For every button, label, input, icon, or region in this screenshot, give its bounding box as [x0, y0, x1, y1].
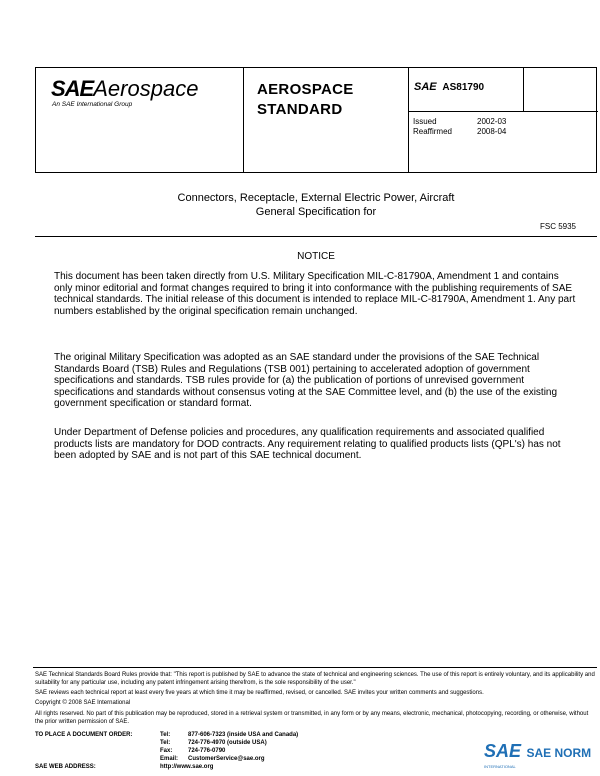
doc-number-text: AS81790	[442, 82, 485, 93]
title-line2: General Specification for	[255, 205, 377, 218]
header-divider	[243, 68, 244, 172]
web-value[interactable]: http://www.sae.org	[160, 764, 214, 770]
reaffirmed-label: Reaffirmed	[413, 127, 452, 136]
header-divider	[408, 111, 598, 112]
notice-paragraph: The original Military Specification was adopted as an SAE standard under the provisions of the SAE Technical Standards Board (TSB) Rules and Regulations (TSB 001) pertaining to accelerated adoption of government specifications and standards. TSB rules provide for (a) the publication of portions of unrevised government specifications and standards without consensus voting at the SAE Committee level, and (b) the use of the existing government specification or standard format.	[54, 352, 558, 410]
footer-review-note: SAE reviews each technical report at least every five years at which time it may be reaffirmed, revised, or cancelled. SAE invites your written comments and suggestions.	[35, 690, 484, 696]
stamp-text: SAE NORM	[526, 746, 592, 760]
footer-disclaimer: SAE Technical Standards Board Rules provide that: "This report is published by SAE to advance the state of technical and engineering sciences. The use of this report is entirely voluntary, and its applicability and suitability for any particular use, including any patent infringement arising therefrom, is the sole responsibility of the user."	[35, 672, 595, 686]
stamp-sub: INTERNATIONAL	[484, 764, 516, 769]
document-title	[35, 192, 597, 219]
notice-paragraph: Under Department of Defense policies and procedures, any qualification requirements and associated qualified products lists are mandatory for DOD contracts. Any requirement relating to qualified products lists (QPL's) has not been adopted by SAE and is not part of this SAE technical document.	[54, 427, 561, 462]
web-label: SAE WEB ADDRESS:	[35, 764, 96, 770]
sae-aerospace-logo	[51, 76, 198, 102]
header-divider	[408, 68, 409, 172]
logo-subtitle: An SAE International Group	[52, 101, 133, 108]
tel-value: 877-606-7323 (inside USA and Canada)	[188, 732, 299, 738]
reaffirmed-date: 2008-04	[477, 127, 507, 136]
notice-paragraph: This document has been taken directly from U.S. Military Specification MIL-C-81790A, Amendment 1 and contains only minor editorial and format changes required to bring it into conformance with the publishing requirements of SAE technical standards. The initial release of this document is intended to replace MIL-C-81790A, Amendment 1. Any part numbers established by the original specification remain unchanged.	[54, 271, 576, 317]
sae-norm-stamp	[484, 741, 591, 762]
header-divider	[523, 68, 524, 112]
fax-value: 724-776-0790	[188, 748, 226, 754]
logo-sae: SAE	[51, 76, 94, 101]
tel2-label: Tel:	[160, 740, 171, 746]
logo-aerospace: Aerospace	[93, 76, 199, 101]
notice-heading: NOTICE	[297, 251, 335, 262]
email-value[interactable]: CustomerService@sae.org	[188, 756, 265, 762]
title-line1: Connectors, Receptacle, External Electric Power, Aircraft	[177, 192, 455, 204]
order-label: TO PLACE A DOCUMENT ORDER:	[35, 732, 133, 738]
issued-date: 2002-03	[477, 117, 507, 126]
footer-copyright: Copyright © 2008 SAE International	[35, 700, 131, 706]
standard-title-line2: STANDARD	[257, 101, 343, 118]
footer-rule	[33, 667, 597, 668]
issued-label: Issued	[413, 117, 437, 126]
fsc-code: FSC 5935	[539, 222, 576, 231]
fax-label: Fax:	[160, 748, 173, 754]
email-label: Email:	[160, 756, 179, 762]
stamp-logo: SAE	[484, 741, 522, 761]
header-box	[35, 67, 597, 173]
standard-title-line1: AEROSPACE	[257, 81, 354, 98]
tel-label: Tel:	[160, 732, 171, 738]
title-rule	[35, 236, 597, 237]
doc-logo: SAE	[414, 81, 437, 93]
footer-rights: All rights reserved. No part of this publication may be reproduced, stored in a retrieval system or transmitted, in any form or by any means, electronic, mechanical, photocopying, recording, or otherwise, without the prior written permission of SAE.	[35, 711, 589, 725]
document-number	[414, 81, 484, 93]
tel2-value: 724-776-4970 (outside USA)	[188, 740, 267, 746]
